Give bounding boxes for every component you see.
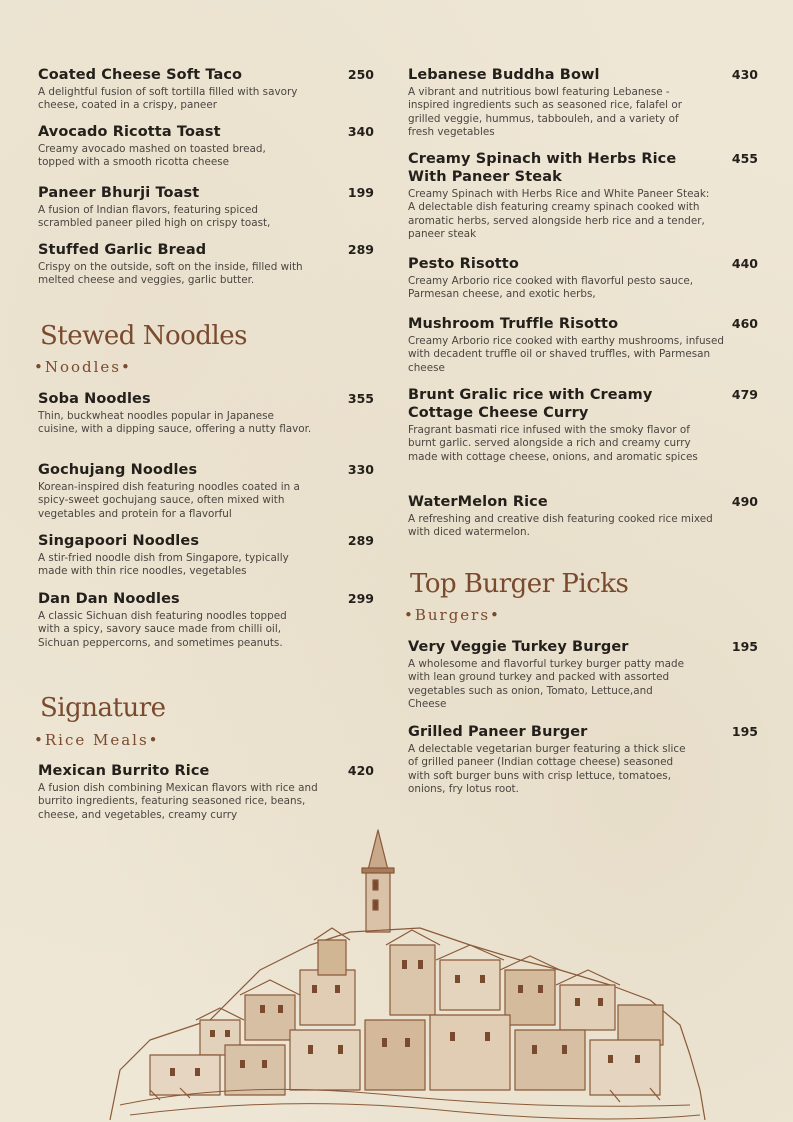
menu-item[interactable] (408, 66, 758, 140)
item-price: 195 (731, 724, 758, 739)
item-desc: A refreshing and creative dish featuring cooked rice mixed with diced watermelon. (408, 513, 713, 539)
item-desc: Korean-inspired dish featuring noodles coated in a spicy-sweet gochujang sauce, often mixed with vegetables and protein for a flavorful (38, 481, 300, 520)
item-name: Dan Dan Noodles (38, 591, 180, 607)
section-title: Stewed Noodles (40, 321, 247, 351)
section-title: Signature (40, 693, 166, 723)
menu-item[interactable] (38, 66, 374, 113)
item-desc: A fusion of Indian flavors, featuring spiced scrambled paneer piled high on crispy toast, (38, 204, 271, 230)
item-price: 355 (347, 391, 374, 406)
item-desc: Creamy avocado mashed on toasted bread, topped with a smooth ricotta cheese (38, 143, 266, 169)
item-name: Gochujang Noodles (38, 462, 198, 478)
menu-item[interactable] (38, 532, 374, 579)
item-desc: Creamy Arborio rice cooked with flavorful pesto sauce, Parmesan cheese, and exotic herbs, (408, 275, 694, 301)
item-name: Brunt Gralic rice with Creamy Cottage Cheese Curry (408, 387, 653, 421)
menu-item[interactable] (38, 184, 374, 231)
menu-item[interactable] (408, 315, 758, 375)
item-price: 299 (347, 591, 374, 606)
section-subtitle: •Noodles• (34, 358, 132, 376)
item-name: Paneer Bhurji Toast (38, 185, 200, 201)
item-price: 460 (731, 316, 758, 331)
item-desc: Thin, buckwheat noodles popular in Japanese cuisine, with a dipping sauce, offering a nutty flavor. (38, 410, 312, 436)
item-name: Lebanese Buddha Bowl (408, 67, 600, 83)
item-name: WaterMelon Rice (408, 494, 548, 510)
menu-item[interactable] (38, 461, 374, 521)
item-desc: A delectable vegetarian burger featuring a thick slice of grilled paneer (Indian cottage cheese) seasoned with soft burger buns with crisp lettuce, tomatoes, onions, fry lotus root. (408, 743, 686, 796)
item-name: Very Veggie Turkey Burger (408, 639, 629, 655)
item-name: Pesto Risotto (408, 256, 519, 272)
item-price: 330 (347, 462, 374, 477)
item-name: Grilled Paneer Burger (408, 724, 588, 740)
item-name: Mexican Burrito Rice (38, 763, 210, 779)
item-price: 199 (347, 185, 374, 200)
item-price: 490 (731, 494, 758, 509)
item-desc: Creamy Spinach with Herbs Rice and White Paneer Steak: A delectable dish featuring creamy spinach cooked with aromatic herbs, served alongside herb rice and a tender, paneer steak (408, 188, 710, 241)
menu-item[interactable] (38, 123, 374, 170)
item-desc: A stir-fried noodle dish from Singapore, typically made with thin rice noodles, vegetables (38, 552, 289, 578)
item-name: Soba Noodles (38, 391, 151, 407)
item-name: Creamy Spinach with Herbs Rice With Paneer Steak (408, 151, 677, 185)
menu-item[interactable] (408, 723, 758, 797)
menu-item[interactable] (38, 590, 374, 650)
menu-item[interactable] (408, 150, 758, 242)
item-price: 340 (347, 124, 374, 139)
section-title: Top Burger Picks (410, 569, 629, 599)
menu-item[interactable] (408, 493, 758, 540)
item-price: 195 (731, 639, 758, 654)
section-subtitle: •Rice Meals• (34, 731, 160, 749)
item-desc: Crispy on the outside, soft on the inside, filled with melted cheese and veggies, garlic butter. (38, 261, 303, 287)
menu-item[interactable] (38, 390, 374, 437)
item-name: Singapoori Noodles (38, 533, 200, 549)
item-price: 479 (731, 387, 758, 402)
item-desc: Creamy Arborio rice cooked with earthy mushrooms, infused with decadent truffle oil or shaved truffles, with Parmesan cheese (408, 335, 724, 374)
menu-item[interactable] (38, 762, 374, 822)
item-name: Avocado Ricotta Toast (38, 124, 221, 140)
item-price: 420 (347, 763, 374, 778)
item-price: 289 (347, 533, 374, 548)
item-price: 250 (347, 67, 374, 82)
section-subtitle: •Burgers• (404, 606, 501, 624)
item-price: 440 (731, 256, 758, 271)
menu-item[interactable] (408, 386, 758, 464)
menu-item[interactable] (408, 638, 758, 712)
item-desc: A fusion dish combining Mexican flavors with rice and burrito ingredients, featuring seasoned rice, beans, cheese, and vegetables, creamy curry (38, 782, 318, 821)
item-desc: A wholesome and flavorful turkey burger patty made with lean ground turkey and packed with assorted vegetables such as onion, Tomato, Lettuce,and Cheese (408, 658, 684, 711)
item-desc: Fragrant basmati rice infused with the smoky flavor of burnt garlic. served alongside a rich and creamy curry made with cottage cheese, onions, and aromatic spices (408, 424, 698, 463)
item-desc: A classic Sichuan dish featuring noodles topped with a spicy, savory sauce made from chilli oil, Sichuan peppercorns, and sometimes peanuts. (38, 610, 287, 649)
item-name: Mushroom Truffle Risotto (408, 316, 619, 332)
item-price: 455 (731, 151, 758, 166)
item-desc: A delightful fusion of soft tortilla filled with savory cheese, coated in a crispy, paneer (38, 86, 298, 112)
menu-item[interactable] (38, 241, 374, 288)
item-price: 430 (731, 67, 758, 82)
hilltop-town-sketch-icon (90, 820, 730, 1120)
menu-item[interactable] (408, 255, 758, 302)
item-name: Coated Cheese Soft Taco (38, 67, 243, 83)
item-price: 289 (347, 242, 374, 257)
item-name: Stuffed Garlic Bread (38, 242, 207, 258)
item-desc: A vibrant and nutritious bowl featuring Lebanese -inspired ingredients such as seasoned rice, falafel or grilled veggie, hummus, tabbouleh, and a variety of fresh vegetables (408, 86, 682, 139)
